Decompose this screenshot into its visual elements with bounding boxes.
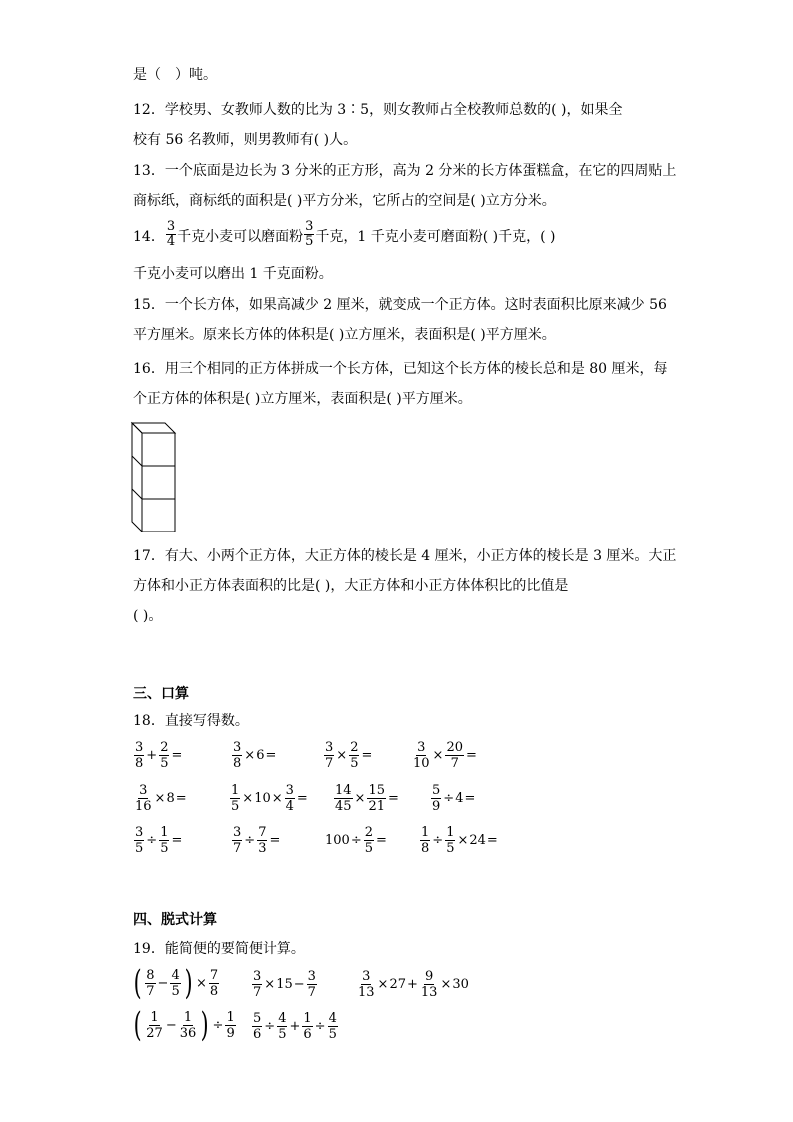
oral-r2-c3: $\frac{14}{45}$ × $\frac{15}{21}$ = [335, 783, 399, 814]
q16-line2: 个正方体的体积是( )立方厘米，表面积是( )平方厘米。 [133, 391, 472, 407]
q14-text1: 千克小麦可以磨面粉 [177, 228, 304, 245]
q14-line2: 千克小麦可以磨出 1 千克面粉。 [133, 266, 333, 282]
oral-r1-c3: $\frac{3}{7}$ × $\frac{2}{5}$ = [325, 740, 373, 771]
cube-front-top [142, 433, 175, 466]
oral-r2-c2: $\frac{1}{5}$ × 10 × $\frac{3}{4}$ = [231, 783, 308, 814]
calc-expr-1: ( $\frac{8}{7}$ − $\frac{4}{5}$ ) × $\frac{7}{8}$ [133, 963, 219, 1003]
oral-r2-c1: $\frac{3}{16}$ × 8 = [135, 783, 187, 814]
calc-expr-3: $\frac{3}{13}$ × 27 + $\frac{9}{13}$ × 30 [358, 969, 469, 1000]
section-4-heading: 四、脱式计算 [133, 912, 217, 928]
oral-r3-c4: $\frac{1}{8}$ ÷ $\frac{1}{5}$ × 24 = [421, 825, 498, 856]
q13-line1: 13．一个底面是边长为 3 分米的正方形，高为 2 分米的长方体蛋糕盒，在它的四周贴上 [133, 163, 677, 179]
oral-r1-c4: $\frac{3}{10}$ × $\frac{20}{7}$ = [413, 740, 477, 771]
section-3-heading: 三、口算 [133, 686, 189, 702]
calc-expr-5: $\frac{5}{6}$ ÷ $\frac{4}{5}$ + $\frac{1}{6}$ ÷ $\frac{4}{5}$ [253, 1011, 337, 1042]
oral-r1-c1: $\frac{3}{8}$ + $\frac{2}{5}$ = [135, 740, 183, 771]
q16-line1: 16．用三个相同的正方体拼成一个长方体，已知这个长方体的棱长总和是 80 厘米，每 [133, 361, 668, 377]
q18-title: 18．直接写得数。 [133, 713, 249, 729]
q15-line2: 平方厘米。原来长方体的体积是( )立方厘米，表面积是( )平方厘米。 [133, 327, 556, 343]
q14-number: 14． [133, 228, 165, 245]
cube-top-face [132, 423, 175, 433]
q17-line3: ( )。 [133, 608, 163, 624]
stacked-cubes-figure [130, 420, 180, 532]
q17-line2: 方体和小正方体表面积的比是( )，大正方体和小正方体体积比的比值是 [133, 578, 569, 594]
cube-front-bottom [142, 499, 175, 532]
cube-side-face [132, 423, 142, 532]
oral-r3-c2: $\frac{3}{7}$ ÷ $\frac{7}{3}$ = [233, 825, 281, 856]
calc-expr-2: $\frac{3}{7}$ × 15 − $\frac{3}{7}$ [253, 969, 316, 1000]
oral-r1-c2: $\frac{3}{8}$ × 6 = [233, 740, 277, 771]
q11-tail: 是（ ）吨。 [133, 67, 217, 83]
oral-r3-c3: 100 ÷ $\frac{2}{5}$ = [325, 825, 387, 856]
q15-line1: 15．一个长方体，如果高减少 2 厘米，就变成一个正方体。这时表面积比原来减少 56 [133, 297, 667, 313]
cube-front-middle [142, 466, 175, 499]
q17-line1: 17．有大、小两个正方体，大正方体的棱长是 4 厘米，小正方体的棱长是 3 厘米。大正 [133, 548, 677, 564]
q14-line1 [133, 219, 556, 251]
oral-r3-c1: $\frac{3}{5}$ ÷ $\frac{1}{5}$ = [135, 825, 183, 856]
q14-frac2: $\frac{3}{5}$ [305, 219, 314, 249]
calc-expr-4: ( $\frac{1}{27}$ − $\frac{1}{36}$ ) ÷ $\frac{1}{9}$ [133, 1005, 235, 1045]
q13-line2: 商标纸，商标纸的面积是( )平方分米，它所占的空间是( )立方分米。 [133, 193, 556, 209]
q12-line2: 校有 56 名教师，则男教师有( )人。 [133, 132, 358, 148]
q19-title: 19．能简便的要简便计算。 [133, 941, 305, 957]
q14-frac1: $\frac{3}{4}$ [166, 219, 176, 249]
q12-line1: 12．学校男、女教师人数的比为 3∶5，则女教师占全校教师总数的( )，如果全 [133, 102, 623, 118]
oral-r2-c4: $\frac{5}{9}$ ÷ 4 = [432, 783, 476, 814]
q14-text2: 千克，1 千克小麦可磨面粉( )千克，( ) [315, 228, 556, 245]
